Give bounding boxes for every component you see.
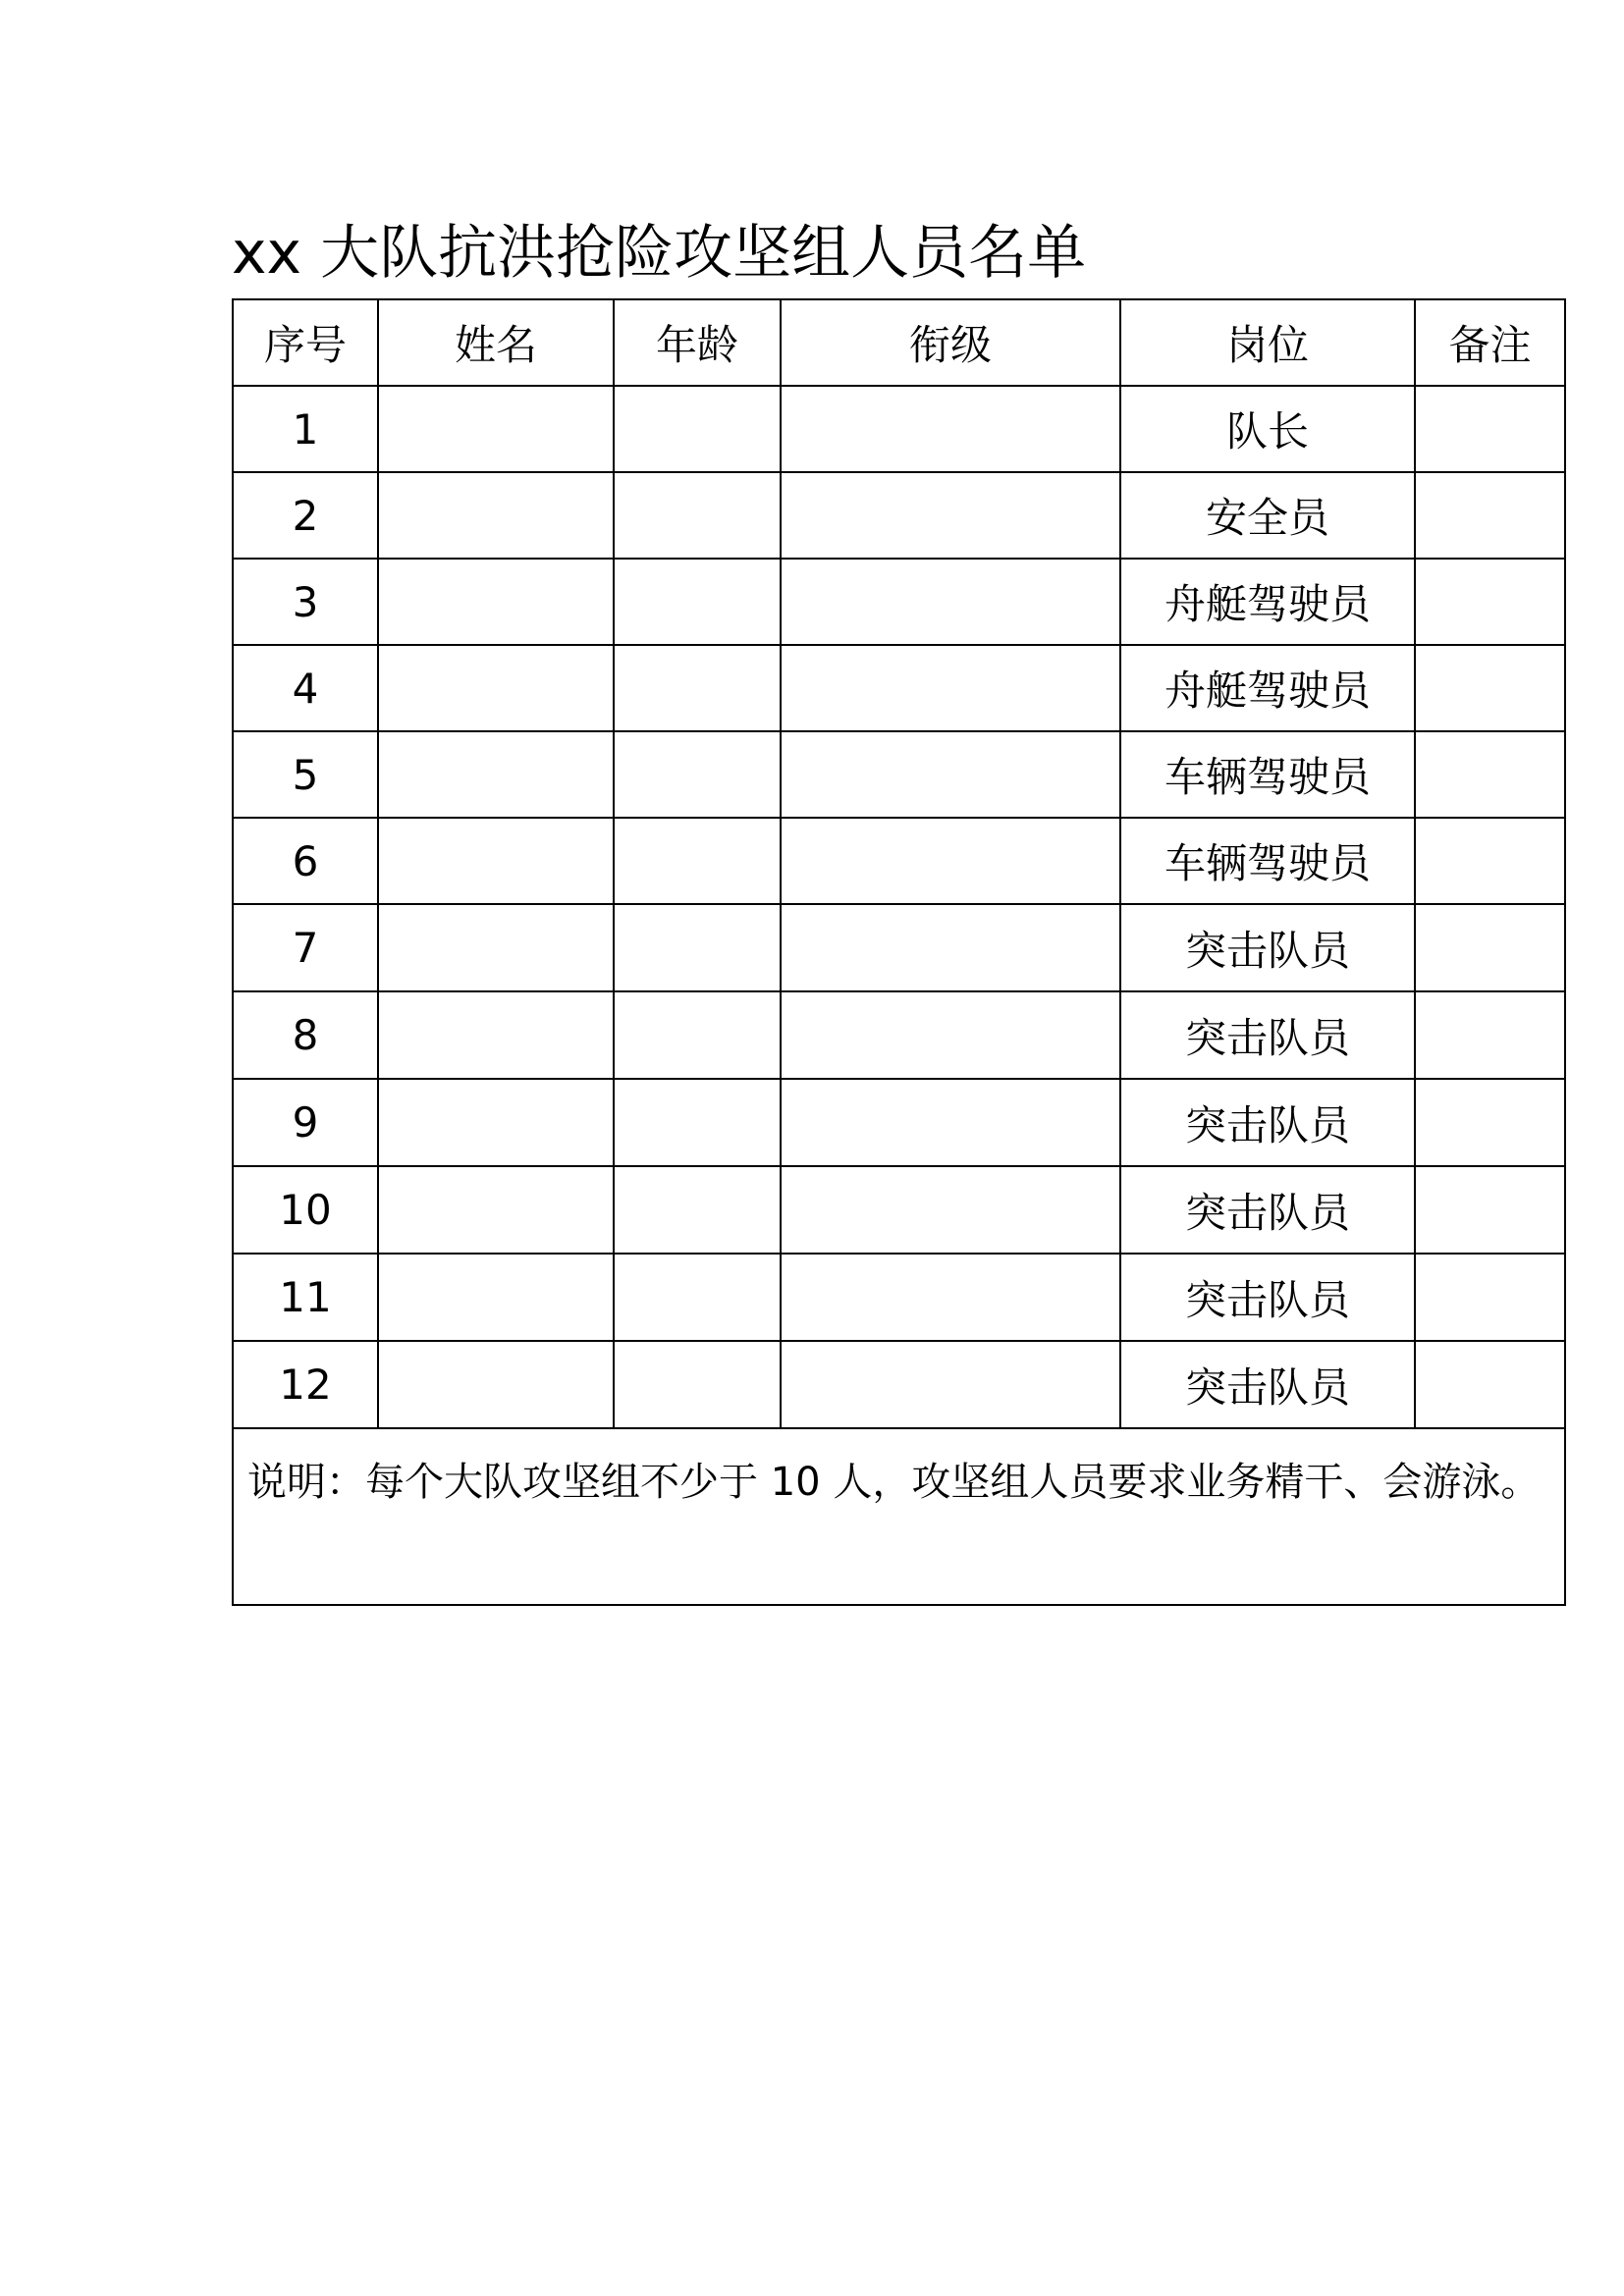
note-text: 说明：每个大队攻坚组不少于 10 人，攻坚组人员要求业务精干、会游泳。 <box>233 1428 1565 1605</box>
cell-seq: 2 <box>233 472 378 559</box>
cell-remark <box>1415 1254 1565 1341</box>
cell-rank <box>781 645 1120 731</box>
cell-name <box>378 559 614 645</box>
cell-seq: 6 <box>233 818 378 904</box>
cell-age <box>614 991 781 1079</box>
cell-rank <box>781 818 1120 904</box>
cell-rank <box>781 904 1120 991</box>
roster-table <box>232 298 1566 1606</box>
table-row <box>233 1079 1565 1166</box>
cell-name <box>378 645 614 731</box>
header-remark: 备注 <box>1415 299 1565 386</box>
cell-remark <box>1415 818 1565 904</box>
header-seq: 序号 <box>233 299 378 386</box>
cell-remark <box>1415 904 1565 991</box>
table-row <box>233 818 1565 904</box>
cell-post: 车辆驾驶员 <box>1120 818 1415 904</box>
cell-age <box>614 386 781 472</box>
table-header-row <box>233 299 1565 386</box>
cell-remark <box>1415 1079 1565 1166</box>
cell-remark <box>1415 1341 1565 1428</box>
cell-rank <box>781 1341 1120 1428</box>
table-row <box>233 386 1565 472</box>
cell-name <box>378 1166 614 1254</box>
cell-rank <box>781 472 1120 559</box>
cell-name <box>378 991 614 1079</box>
cell-post: 突击队员 <box>1120 1166 1415 1254</box>
cell-post: 车辆驾驶员 <box>1120 731 1415 818</box>
cell-rank <box>781 731 1120 818</box>
cell-age <box>614 1166 781 1254</box>
cell-remark <box>1415 645 1565 731</box>
cell-name <box>378 472 614 559</box>
table-row <box>233 472 1565 559</box>
cell-name <box>378 1341 614 1428</box>
table-row <box>233 645 1565 731</box>
cell-seq: 5 <box>233 731 378 818</box>
header-age: 年龄 <box>614 299 781 386</box>
cell-rank <box>781 1079 1120 1166</box>
cell-seq: 12 <box>233 1341 378 1428</box>
cell-post: 突击队员 <box>1120 1341 1415 1428</box>
cell-seq: 10 <box>233 1166 378 1254</box>
cell-remark <box>1415 559 1565 645</box>
cell-name <box>378 386 614 472</box>
cell-post: 舟艇驾驶员 <box>1120 645 1415 731</box>
cell-age <box>614 818 781 904</box>
cell-rank <box>781 1166 1120 1254</box>
cell-seq: 11 <box>233 1254 378 1341</box>
cell-rank <box>781 559 1120 645</box>
note-row <box>233 1428 1565 1605</box>
table-row <box>233 559 1565 645</box>
header-rank: 衔级 <box>781 299 1120 386</box>
table-row <box>233 904 1565 991</box>
table-row <box>233 731 1565 818</box>
cell-rank <box>781 1254 1120 1341</box>
cell-age <box>614 1079 781 1166</box>
cell-seq: 7 <box>233 904 378 991</box>
cell-post: 队长 <box>1120 386 1415 472</box>
cell-seq: 4 <box>233 645 378 731</box>
table-row <box>233 991 1565 1079</box>
cell-rank <box>781 991 1120 1079</box>
cell-remark <box>1415 472 1565 559</box>
cell-seq: 1 <box>233 386 378 472</box>
cell-age <box>614 559 781 645</box>
page-title: xx 大队抗洪抢险攻坚组人员名单 <box>232 219 1087 288</box>
cell-rank <box>781 386 1120 472</box>
cell-age <box>614 472 781 559</box>
cell-age <box>614 904 781 991</box>
cell-name <box>378 818 614 904</box>
cell-name <box>378 731 614 818</box>
table-body <box>233 386 1565 1428</box>
cell-post: 舟艇驾驶员 <box>1120 559 1415 645</box>
cell-remark <box>1415 1166 1565 1254</box>
cell-post: 突击队员 <box>1120 1079 1415 1166</box>
cell-name <box>378 904 614 991</box>
cell-post: 安全员 <box>1120 472 1415 559</box>
cell-seq: 9 <box>233 1079 378 1166</box>
cell-name <box>378 1254 614 1341</box>
header-post: 岗位 <box>1120 299 1415 386</box>
header-name: 姓名 <box>378 299 614 386</box>
table-row <box>233 1254 1565 1341</box>
cell-age <box>614 1254 781 1341</box>
cell-post: 突击队员 <box>1120 904 1415 991</box>
cell-age <box>614 731 781 818</box>
cell-name <box>378 1079 614 1166</box>
table-row <box>233 1341 1565 1428</box>
cell-remark <box>1415 991 1565 1079</box>
cell-post: 突击队员 <box>1120 991 1415 1079</box>
cell-remark <box>1415 731 1565 818</box>
table-row <box>233 1166 1565 1254</box>
cell-seq: 3 <box>233 559 378 645</box>
cell-post: 突击队员 <box>1120 1254 1415 1341</box>
cell-age <box>614 645 781 731</box>
cell-seq: 8 <box>233 991 378 1079</box>
cell-age <box>614 1341 781 1428</box>
cell-remark <box>1415 386 1565 472</box>
